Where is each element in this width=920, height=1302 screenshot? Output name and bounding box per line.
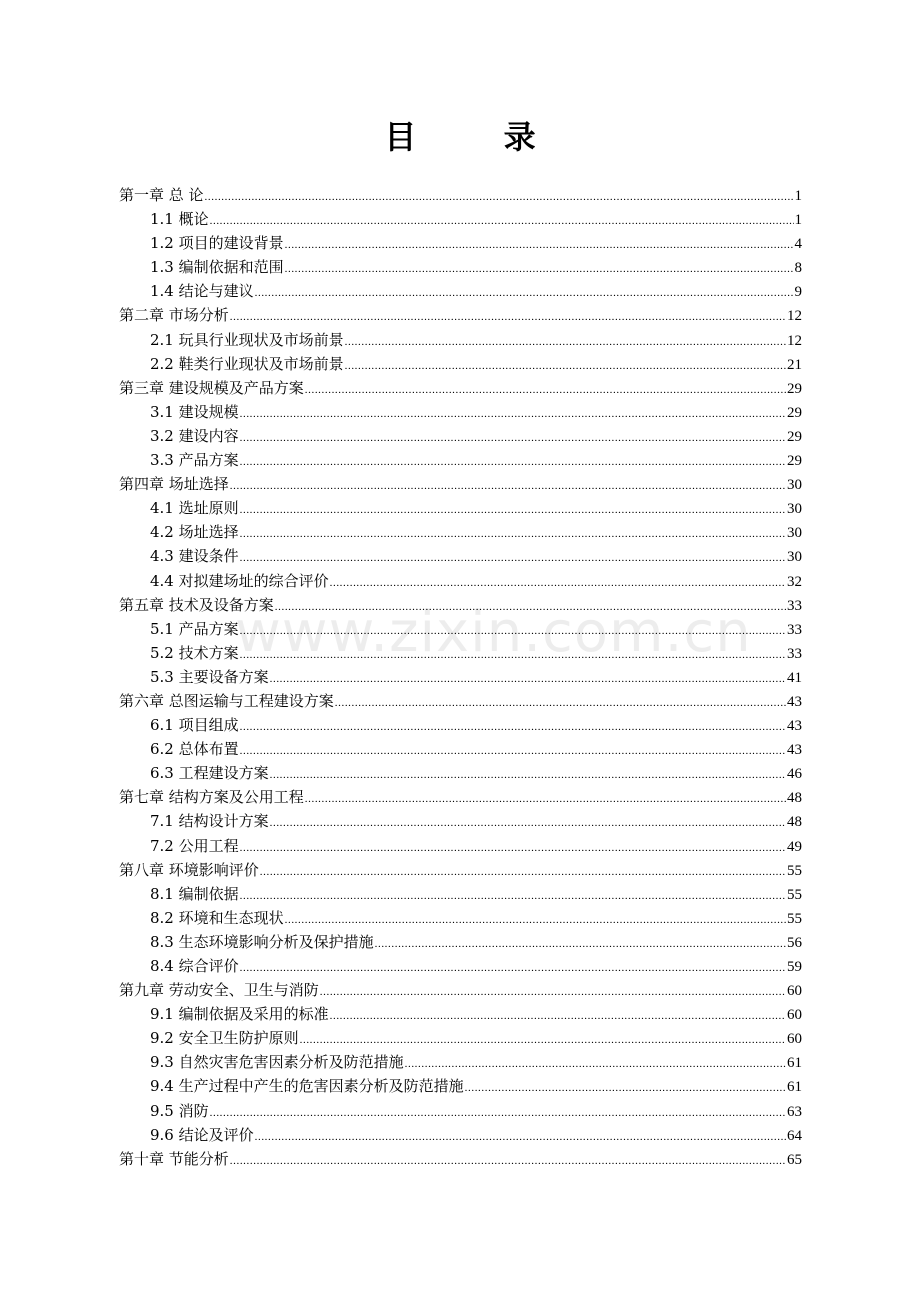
toc-section-entry[interactable] [119,954,802,978]
toc-entry-label: 7.2 公用工程 [150,836,239,855]
toc-section-entry[interactable] [119,496,802,520]
dot-leader [240,643,786,667]
toc-entry-label: 第二章 市场分析 [119,306,229,325]
toc-entry-label: 1.3 编制依据和范围 [150,258,284,277]
toc-entry-label: 第四章 场址选择 [119,475,229,494]
toc-page-number: 65 [787,1151,802,1168]
toc-entry-label: 4.3 建设条件 [150,547,239,566]
toc-page-number: 29 [787,428,802,445]
toc-title: 目 录 [384,118,574,156]
toc-page-number: 30 [787,501,802,518]
toc-chapter-entry[interactable] [119,1147,802,1171]
toc-entry-label: 4.4 对拟建场址的综合评价 [150,571,329,590]
toc-section-entry[interactable] [119,231,802,255]
dot-leader [270,811,786,835]
dot-leader [345,354,786,378]
toc-page-number: 30 [787,477,802,494]
toc-entry-label: 9.4 生产过程中产生的危害因素分析及防范措施 [150,1077,464,1096]
toc-page-number: 8 [794,260,802,277]
dot-leader [240,884,786,908]
toc-page-number: 4 [794,236,802,253]
dot-leader [210,1101,786,1125]
toc-page-number: 30 [787,525,802,542]
toc-chapter-entry[interactable] [119,472,802,496]
dot-leader [285,257,794,281]
dot-leader [240,450,786,474]
toc-entry-label: 9.6 结论及评价 [150,1125,254,1144]
toc-section-entry[interactable] [119,761,802,785]
toc-section-entry[interactable] [119,400,802,424]
toc-section-entry[interactable] [119,424,802,448]
dot-leader [330,1004,786,1028]
dot-leader [260,860,786,884]
toc-page-number: 33 [787,597,802,614]
toc-entry-label: 9.1 编制依据及采用的标准 [150,1005,329,1024]
toc-page-number: 55 [787,862,802,879]
toc-chapter-entry[interactable] [119,858,802,882]
dot-leader [285,233,794,257]
toc-page-number: 32 [787,573,802,590]
toc-section-entry[interactable] [119,1050,802,1074]
toc-entry-label: 2.1 玩具行业现状及市场前景 [150,330,344,349]
toc-entry-label: 1.2 项目的建设背景 [150,234,284,253]
dot-leader [375,932,786,956]
dot-leader [305,378,786,402]
dot-leader [205,185,794,209]
toc-page-number: 1 [794,212,802,229]
toc-page-number: 43 [787,718,802,735]
dot-leader [305,787,786,811]
toc-page-number: 43 [787,742,802,759]
toc-page-number: 64 [787,1127,802,1144]
toc-section-entry[interactable] [119,1002,802,1026]
dot-leader [240,522,786,546]
dot-leader [300,1028,786,1052]
toc-section-entry[interactable] [119,1123,802,1147]
dot-leader [230,474,786,498]
toc-section-entry[interactable] [119,834,802,858]
dot-leader [270,763,786,787]
dot-leader [210,209,794,233]
toc-entry-label: 第七章 结构方案及公用工程 [119,788,304,807]
toc-entry-label: 5.3 主要设备方案 [150,667,269,686]
dot-leader [240,619,786,643]
dot-leader [240,836,786,860]
toc-section-entry[interactable] [119,930,802,954]
toc-section-entry[interactable] [119,328,802,352]
toc-entry-label: 2.2 鞋类行业现状及市场前景 [150,354,344,373]
dot-leader [240,956,786,980]
toc-entry-label: 第三章 建设规模及产品方案 [119,378,304,397]
toc-entry-label: 3.1 建设规模 [150,402,239,421]
toc-chapter-entry[interactable] [119,376,802,400]
toc-page-number: 21 [787,356,802,373]
toc-page-number: 12 [787,308,802,325]
toc-page-number: 59 [787,959,802,975]
toc-entry-label: 9.2 安全卫生防护原则 [150,1029,299,1048]
toc-section-entry[interactable] [119,617,802,641]
toc-entry-label: 7.1 结构设计方案 [150,812,269,831]
toc-chapter-entry[interactable] [119,978,802,1002]
toc-section-entry[interactable] [119,352,802,376]
table-of-contents [119,183,802,1171]
toc-page-number: 29 [787,453,802,470]
toc-section-entry[interactable] [119,713,802,737]
dot-leader [240,426,786,450]
toc-page-number: 60 [787,1031,802,1048]
toc-entry-label: 9.5 消防 [150,1101,209,1120]
toc-entry-label: 第八章 环境影响评价 [119,860,259,879]
toc-section-entry[interactable] [119,1099,802,1123]
toc-entry-label: 4.1 选址原则 [150,499,239,518]
toc-section-entry[interactable] [119,569,802,593]
toc-page-number: 61 [787,1055,802,1072]
toc-page-number: 9 [794,284,802,301]
toc-page-number: 55 [787,886,802,903]
toc-section-entry[interactable] [119,520,802,544]
toc-page-number: 60 [787,1007,802,1024]
dot-leader [320,980,786,1004]
toc-chapter-entry[interactable] [119,303,802,327]
toc-section-entry[interactable] [119,1074,802,1098]
toc-entry-label: 8.1 编制依据 [150,884,239,903]
toc-page-number: 1 [794,188,802,204]
toc-entry-label: 3.2 建设内容 [150,426,239,445]
toc-entry-label: 5.2 技术方案 [150,643,239,662]
toc-page-number: 29 [787,380,802,397]
dot-leader [255,1125,786,1149]
dot-leader [240,402,786,426]
toc-page-number: 61 [787,1079,802,1096]
toc-section-entry[interactable] [119,641,802,665]
toc-section-entry[interactable] [119,207,802,231]
toc-page-number: 30 [787,549,802,566]
toc-entry-label: 第九章 劳动安全、卫生与消防 [119,981,319,1000]
dot-leader [255,281,794,305]
toc-page-number: 48 [787,814,802,831]
toc-section-entry[interactable] [119,279,802,303]
toc-page-number: 60 [787,983,802,1000]
toc-section-entry[interactable] [119,448,802,472]
toc-entry-label: 8.2 环境和生态现状 [150,908,284,927]
toc-entry-label: 第一章 总 论 [119,186,204,204]
watermark: www.zixin.com.cn [235,600,752,665]
toc-entry-label: 8.4 综合评价 [150,957,239,975]
toc-page-number: 43 [787,693,802,710]
dot-leader [345,330,786,354]
toc-page-number: 41 [787,669,802,686]
dot-leader [270,667,786,691]
toc-section-entry[interactable] [119,255,802,279]
toc-chapter-entry[interactable] [119,183,802,207]
dot-leader [230,305,786,329]
toc-page-number: 29 [787,404,802,421]
dot-leader [405,1052,786,1076]
dot-leader [240,715,786,739]
toc-entry-label: 6.1 项目组成 [150,716,239,735]
toc-entry-label: 5.1 产品方案 [150,619,239,638]
dot-leader [285,908,786,932]
dot-leader [465,1076,786,1100]
toc-page-number: 55 [787,910,802,927]
toc-page-number: 33 [787,621,802,638]
dot-leader [335,691,786,715]
dot-leader [240,498,786,522]
dot-leader [240,739,786,763]
toc-section-entry[interactable] [119,809,802,833]
toc-entry-label: 3.3 产品方案 [150,451,239,470]
toc-entry-label: 第五章 技术及设备方案 [119,595,274,614]
toc-entry-label: 6.2 总体布置 [150,740,239,759]
toc-entry-label: 4.2 场址选择 [150,523,239,542]
dot-leader [240,546,786,570]
dot-leader [230,1149,786,1173]
toc-entry-label: 1.4 结论与建议 [150,282,254,301]
toc-entry-label: 6.3 工程建设方案 [150,764,269,783]
dot-leader [275,595,786,619]
toc-section-entry[interactable] [119,906,802,930]
toc-section-entry[interactable] [119,737,802,761]
toc-entry-label: 第六章 总图运输与工程建设方案 [119,691,334,710]
toc-chapter-entry[interactable] [119,593,802,617]
toc-chapter-entry[interactable] [119,785,802,809]
toc-section-entry[interactable] [119,544,802,568]
toc-section-entry[interactable] [119,882,802,906]
toc-page-number: 48 [787,790,802,807]
toc-page-number: 33 [787,645,802,662]
toc-page-number: 12 [787,332,802,349]
dot-leader [330,571,786,595]
toc-page-number: 63 [787,1103,802,1120]
toc-page-number: 56 [787,934,802,951]
toc-section-entry[interactable] [119,665,802,689]
toc-entry-label: 1.1 概论 [150,210,209,229]
toc-entry-label: 第十章 节能分析 [119,1149,229,1168]
toc-entry-label: 8.3 生态环境影响分析及保护措施 [150,932,374,951]
toc-entry-label: 9.3 自然灾害危害因素分析及防范措施 [150,1053,404,1072]
toc-chapter-entry[interactable] [119,689,802,713]
toc-section-entry[interactable] [119,1026,802,1050]
toc-page-number: 49 [787,838,802,855]
toc-page-number: 46 [787,766,802,783]
